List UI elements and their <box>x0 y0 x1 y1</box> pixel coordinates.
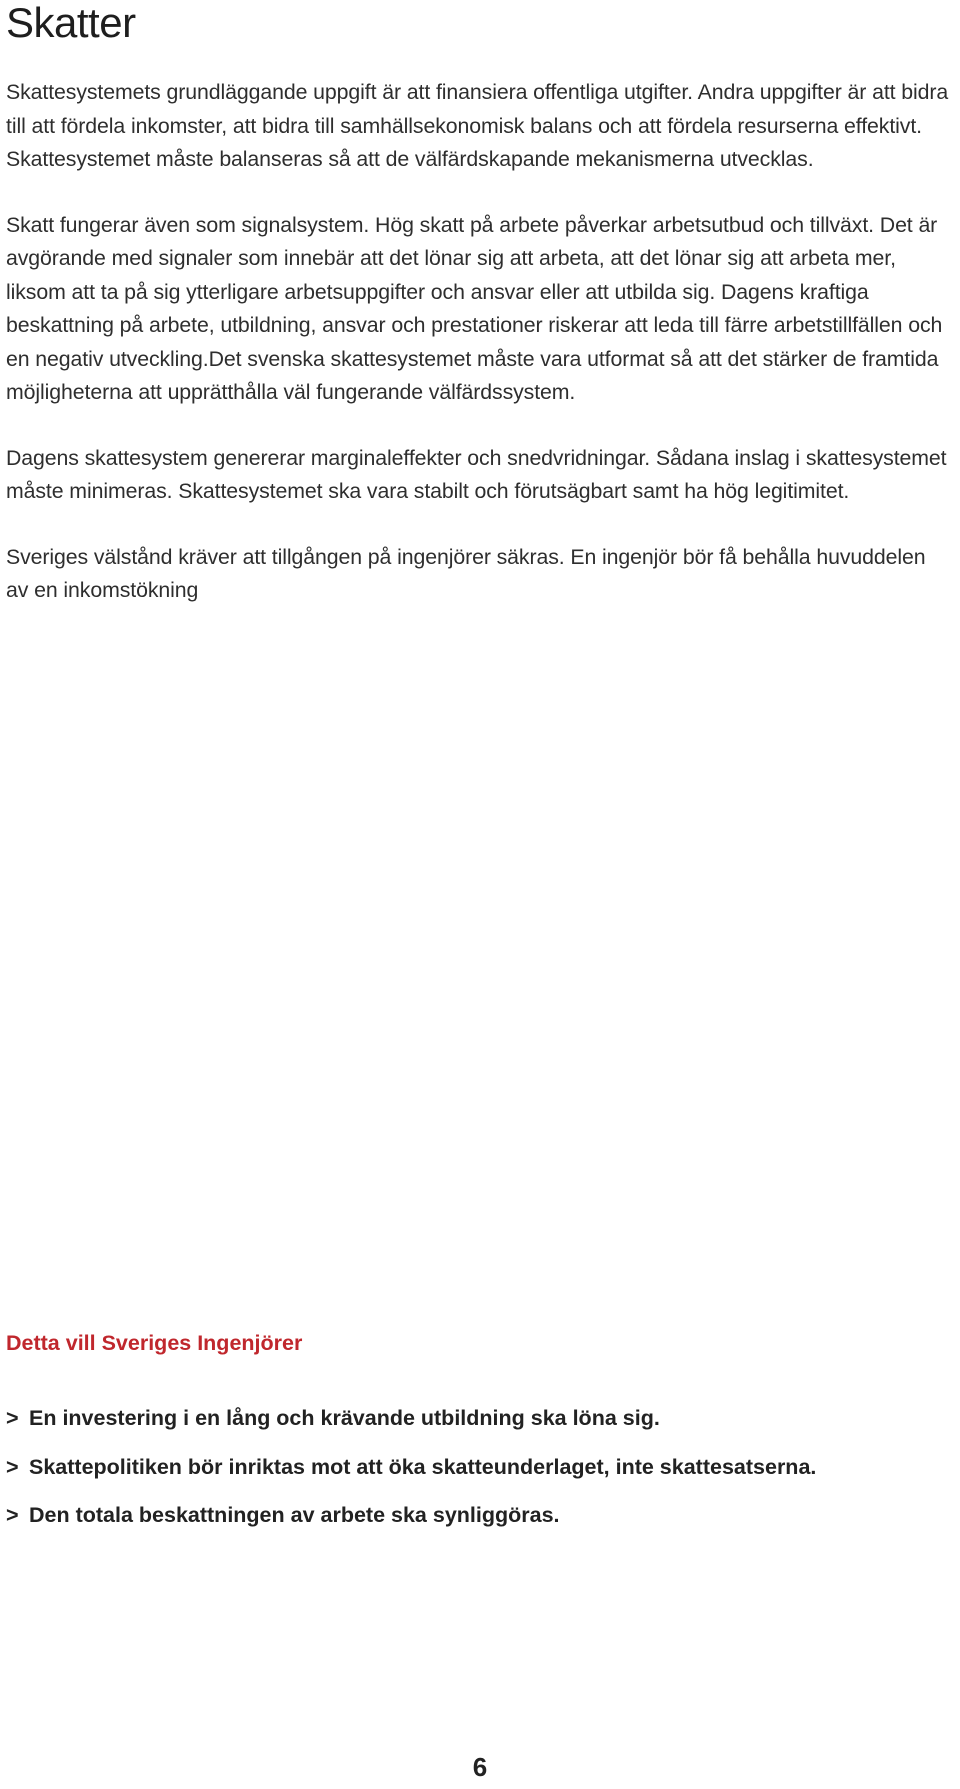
paragraph: Dagens skattesystem genererar marginaleffekter och snedvridningar. Sådana inslag i skattesystemet måste minimeras. Skattesystemet ska vara stabilt och förutsägbart samt ha hög legitimitet. <box>6 445 947 503</box>
bullet-marker: > <box>6 1454 19 1479</box>
paragraph: Skattesystemets grundläggande uppgift är att finansiera offentliga utgifter. Andra uppgifter är att bidra till att fördela inkomster, att bidra till samhällsekonomisk balans och att fördela resurserna effektivt. Skattesystemet måste balanseras så att de välfärdskapande mekanismerna utvecklas. <box>6 80 949 171</box>
demands-section <box>6 1328 936 1548</box>
demands-heading: Detta vill Sveriges Ingenjörer <box>6 1331 303 1355</box>
demand-text: Skattepolitiken bör inriktas mot att öka skatteunderlaget, inte skattesatserna. <box>29 1454 817 1479</box>
demand-item <box>6 1499 936 1533</box>
demand-item <box>6 1402 936 1436</box>
paragraph: Sveriges välstånd kräver att tillgången på ingenjörer säkras. En ingenjör bör få behålla huvuddelen av en inkomstökning <box>6 544 926 602</box>
paragraph: Skatt fungerar även som signalsystem. Hög skatt på arbete påverkar arbetsutbud och tillväxt. Det är avgörande med signaler som innebär att det lönar sig att arbeta, att det lönar sig att arbeta mer, liksom att ta på sig ytterligare arbetsuppgifter och ansvar eller att utbilda sig. Dagens kraftiga beskattning på arbete, utbildning, ansvar och prestationer riskerar att leda till färre arbetstillfällen och en negativ utveckling.Det svenska skattesystemet måste vara utformat så att det stärker de framtida möjligheterna att upprätthålla väl fungerande välfärdssystem. <box>6 212 943 404</box>
demand-list <box>6 1402 936 1533</box>
bullet-marker: > <box>6 1406 19 1430</box>
page-title: Skatter <box>6 0 136 46</box>
body-text <box>6 76 951 640</box>
demand-text: Den totala beskattningen av arbete ska synliggöras. <box>29 1503 560 1527</box>
demand-item <box>6 1451 936 1485</box>
bullet-marker: > <box>6 1503 19 1527</box>
demand-text: En investering i en lång och krävande utbildning ska löna sig. <box>29 1406 660 1430</box>
page-number: 6 <box>472 1752 488 1782</box>
